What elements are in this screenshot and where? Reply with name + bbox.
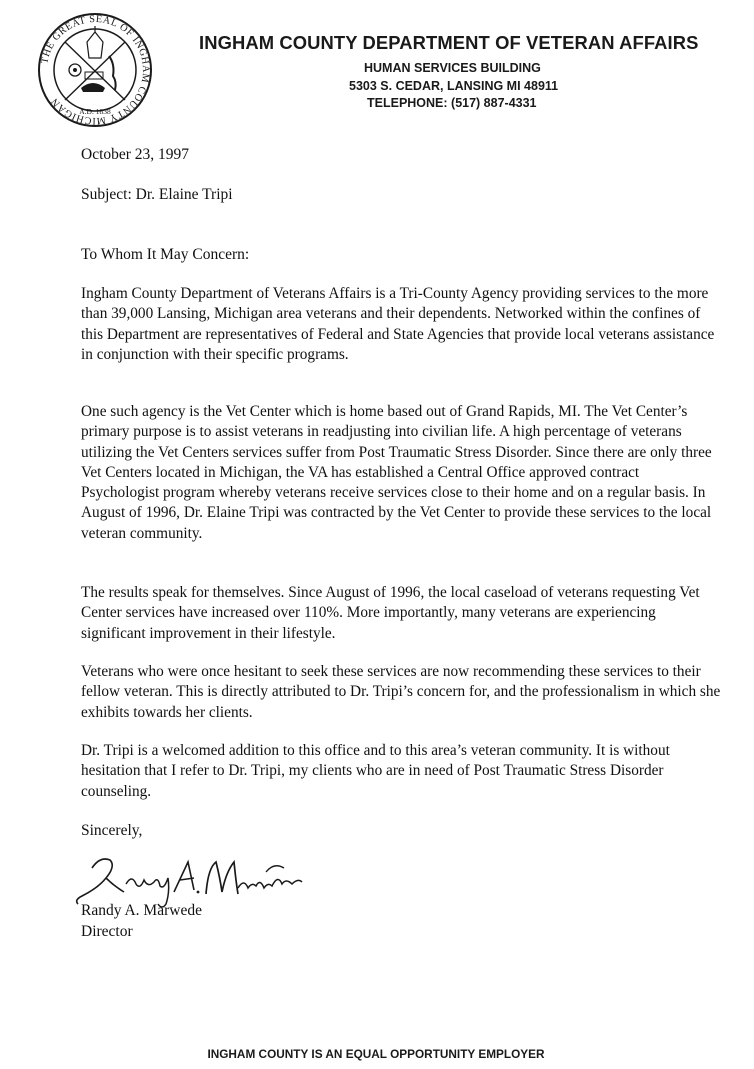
- closing: Sincerely,: [81, 822, 143, 839]
- salutation: To Whom It May Concern:: [81, 246, 250, 263]
- telephone-number: TELEPHONE: (517) 887-4331: [367, 96, 537, 110]
- letter-subject: Subject: Dr. Elaine Tripi: [81, 186, 233, 203]
- svg-text:A.D. 1838: A.D. 1838: [79, 107, 111, 116]
- body-paragraph-1: Ingham County Department of Veterans Affairs is a Tri-County Agency providing services to the more than 39,000 Lansing, Michigan area veterans and their dependents. Networked within the confines of this Department are representatives of Federal and State Agencies that provide local veterans assistance in conjunction with their specific programs.: [81, 285, 715, 363]
- equal-opportunity-footer: [0, 1047, 754, 1061]
- footer-text: INGHAM COUNTY IS AN EQUAL OPPORTUNITY EMPLOYER: [207, 1047, 545, 1061]
- county-seal-logo: [37, 12, 153, 128]
- organization-name: INGHAM COUNTY DEPARTMENT OF VETERAN AFFAIRS: [199, 32, 699, 53]
- building-name: HUMAN SERVICES BUILDING: [364, 61, 541, 75]
- body-paragraph-4: Veterans who were once hesitant to seek these services are now recommending these services to their fellow veteran. This is directly attributed to Dr. Tripi’s concern for, and the professionalism in which she exhibits towards her clients.: [81, 663, 721, 721]
- body-paragraph-3: The results speak for themselves. Since August of 1996, the local caseload of veterans requesting Vet Center services have increased over 110%. More importantly, many veterans are experiencing significant improvement in their lifestyle.: [81, 584, 700, 642]
- letter-date: October 23, 1997: [81, 146, 190, 163]
- svg-text:THE GREAT SEAL OF INGHAM COUNT: THE GREAT SEAL OF INGHAM COUNTY MICHIGAN: [39, 13, 152, 127]
- signer-name: Randy A. Marwede: [81, 902, 202, 919]
- signer-title: Director: [81, 923, 133, 940]
- body-paragraph-2: One such agency is the Vet Center which is home based out of Grand Rapids, MI. The Vet Center’s primary purpose is to assist veterans in readjusting into civilian life. A high percentage of veterans utilizing the Vet Centers services suffer from Post Traumatic Stress Disorder. Since there are only three Vet Centers located in Michigan, the VA has established a Central Office approved contract Psychologist program whereby veterans receive services close to their home and on a regular basis. In August of 1996, Dr. Elaine Tripi was contracted by the Vet Center to provide these services to the local veteran community.: [81, 403, 712, 542]
- street-address: 5303 S. CEDAR, LANSING MI 48911: [349, 79, 559, 93]
- body-paragraph-5: Dr. Tripi is a welcomed addition to this office and to this area’s veteran community. It is without hesitation that I refer to Dr. Tripi, my clients who are in need of Post Traumatic Stress Disorder counseling.: [81, 742, 670, 800]
